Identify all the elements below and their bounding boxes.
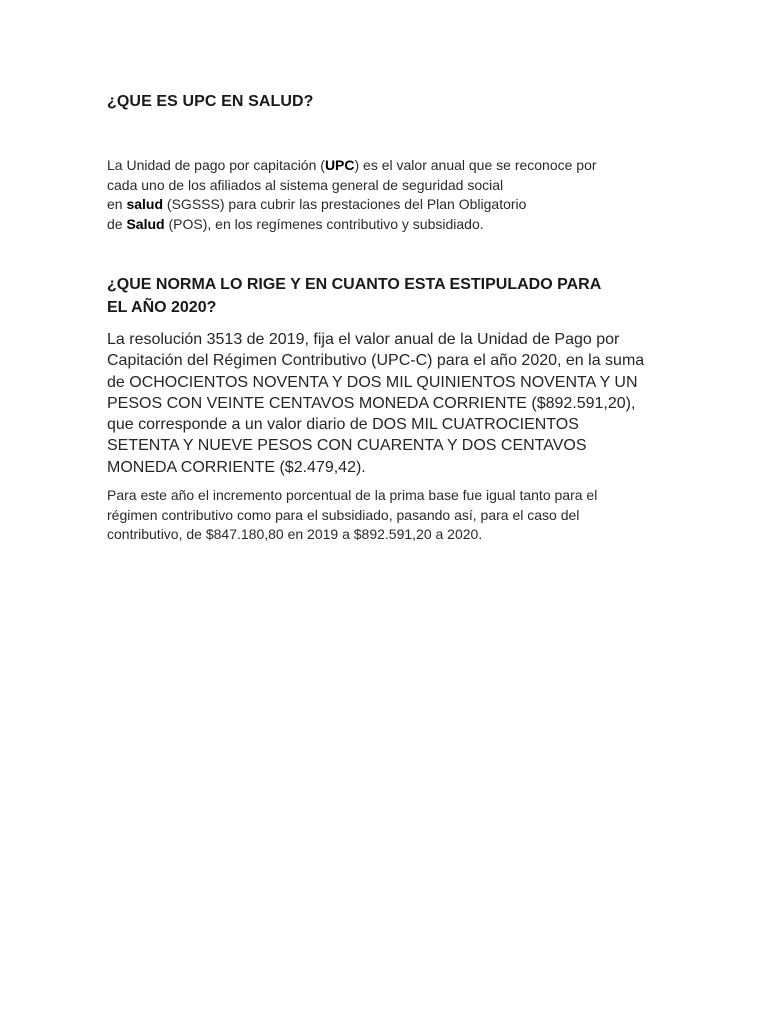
heading-line: EL AÑO 2020?: [107, 299, 217, 316]
paragraph-upc-definition: [107, 156, 667, 234]
heading-que-es-upc: ¿QUE ES UPC EN SALUD?: [107, 93, 314, 110]
bold-term-upc: UPC: [324, 157, 355, 173]
paragraph-line: La resolución 3513 de 2019, fija el valor anual de la Unidad de Pago por: [107, 331, 620, 348]
heading-line: ¿QUE NORMA LO RIGE Y EN CUANTO ESTA ESTIPULADO PARA: [107, 276, 602, 293]
text-run: ) es el valor anual que se reconoce por: [354, 157, 597, 173]
paragraph-incremento: [107, 486, 667, 545]
text-run: (POS), en los regímenes contributivo y subsidiado.: [164, 215, 484, 232]
paragraph-line: cada uno de los afiliados al sistema general de seguridad social: [107, 176, 504, 193]
paragraph-line: [107, 195, 667, 215]
text-run: (SGSSS) para cubrir las prestaciones del Plan Obligatorio: [163, 196, 527, 212]
text-run: en: [107, 196, 127, 212]
paragraph-line: Capitación del Régimen Contributivo (UPC-C) para el año 2020, en la suma: [107, 352, 645, 370]
paragraph-line: PESOS CON VEINTE CENTAVOS MONEDA CORRIENTE ($892.591,20),: [107, 394, 636, 412]
text-run: de: [107, 215, 127, 232]
paragraph-line: régimen contributivo como para el subsidiado, pasando así, para el caso del: [107, 506, 580, 523]
text-run: La Unidad de pago por capitación (: [107, 157, 325, 173]
paragraph-line: SETENTA Y NUEVE PESOS CON CUARENTA Y DOS CENTAVOS: [107, 437, 587, 455]
paragraph-resolucion: [107, 329, 667, 478]
paragraph-line: MONEDA CORRIENTE ($2.479,42).: [107, 458, 366, 476]
bold-term-salud: salud: [126, 196, 164, 212]
paragraph-line: Para este año el incremento porcentual de la prima base fue igual tanto para el: [107, 487, 598, 503]
paragraph-line: que corresponde a un valor diario de DOS MIL CUATROCIENTOS: [107, 416, 579, 434]
paragraph-line: [107, 215, 667, 235]
paragraph-line: contributivo, de $847.180,80 en 2019 a $892.591,20 a 2020.: [107, 526, 483, 542]
paragraph-line: [107, 156, 667, 176]
heading-norma-2020: [107, 273, 667, 319]
bold-term-salud-pos: Salud: [126, 215, 165, 232]
paragraph-line: de OCHOCIENTOS NOVENTA Y DOS MIL QUINIENTOS NOVENTA Y UN: [107, 373, 638, 391]
